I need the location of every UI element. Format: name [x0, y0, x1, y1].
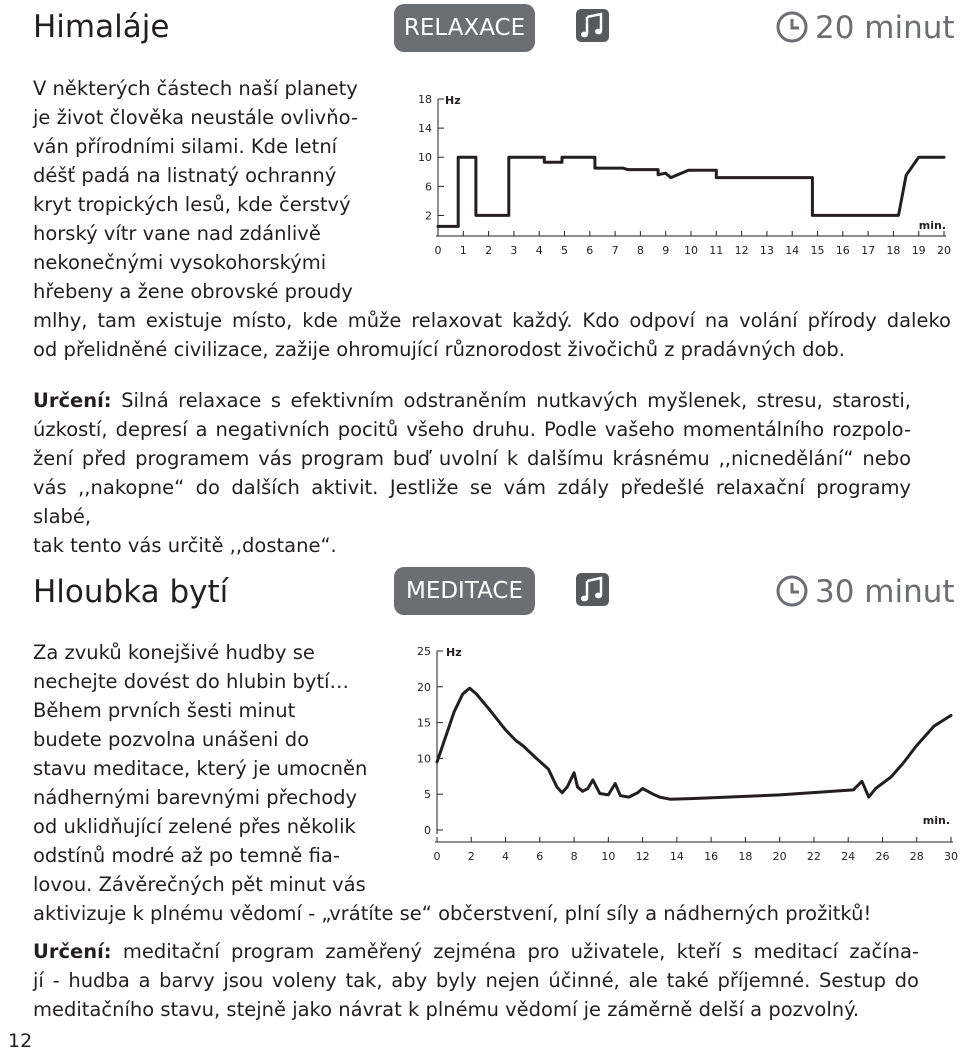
x-tick-label: 1 — [459, 244, 467, 257]
clock-icon — [776, 11, 808, 43]
y-axis-label: Hz — [446, 646, 462, 659]
duration-label: 30 minut — [815, 574, 955, 610]
text-line: je život člověka neustále ovlivňo- — [33, 106, 358, 129]
x-tick-label: 6 — [586, 244, 594, 257]
x-tick-label: 30 — [944, 850, 958, 863]
text-line: nechejte dovést do hlubin bytí… — [33, 670, 350, 693]
frequency-chart-relaxace — [400, 86, 960, 260]
x-tick-label: 19 — [911, 244, 926, 257]
text-line: kryt tropických lesů, kde čerstvý — [33, 193, 351, 216]
text-line: meditační program zaměřený zejména pro uživatele, kteří s meditací začína- — [122, 940, 919, 963]
x-tick-label: 16 — [835, 244, 850, 257]
text-line: Během prvních šesti minut — [33, 699, 296, 722]
x-tick-label: 22 — [806, 850, 821, 863]
music-note-icon — [576, 573, 609, 606]
x-tick-label: 7 — [611, 244, 619, 257]
x-tick-label: 28 — [909, 850, 924, 863]
x-tick-label: 14 — [785, 244, 800, 257]
purpose-text — [33, 386, 911, 560]
text-line: Za zvuků konejšivé hudby se — [33, 641, 315, 664]
x-tick-label: 6 — [536, 850, 544, 863]
x-tick-label: 18 — [738, 850, 753, 863]
x-tick-label: 24 — [841, 850, 856, 863]
x-tick-label: 15 — [810, 244, 825, 257]
text-line: nekonečnými vysokohorskými — [33, 251, 327, 274]
purpose-label: Určení: — [33, 940, 112, 963]
section-title-himalaje: Himaláje — [33, 9, 170, 45]
series-line — [437, 688, 951, 799]
x-tick-label: 4 — [502, 850, 510, 863]
intro-text-wide — [33, 306, 951, 364]
text-line: jí - hudba a barvy jsou voleny tak, aby byly nejen účinné, ale také příjemné. Sestup do — [33, 969, 919, 992]
x-tick-label: 4 — [535, 244, 543, 257]
y-tick-label: 25 — [417, 645, 431, 658]
x-tick-label: 20 — [937, 244, 951, 257]
x-axis-label: min. — [922, 814, 950, 827]
x-tick-label: 11 — [709, 244, 724, 257]
duration-label: 20 minut — [815, 10, 955, 46]
x-tick-label: 18 — [886, 244, 901, 257]
y-tick-label: 0 — [424, 824, 431, 837]
x-axis-label: min. — [918, 219, 946, 232]
y-tick-label: 5 — [424, 788, 431, 802]
text-line: lovou. Závěrečných pět minut vás — [33, 873, 366, 896]
x-tick-label: 9 — [662, 244, 670, 257]
intro-text-narrow — [33, 74, 393, 306]
text-line: déšť padá na listnatý ochranný — [33, 164, 337, 187]
section-title-hloubka-byti: Hloubka bytí — [33, 574, 229, 610]
y-tick-label: 14 — [418, 122, 432, 136]
y-tick-label: 18 — [418, 93, 432, 106]
y-tick-label: 2 — [425, 209, 432, 223]
text-line: od přelidněné civilizace, zažije ohromující různorodost živočichů z pradávných dob. — [33, 338, 845, 361]
x-tick-label: 12 — [635, 850, 650, 863]
x-tick-label: 14 — [669, 850, 684, 863]
category-badge-meditace: MEDITACE — [394, 567, 535, 615]
intro-text-narrow — [33, 638, 403, 899]
y-tick-label: 10 — [418, 151, 432, 165]
text-line: mlhy, tam existuje místo, kde může relaxovat každý. Kdo odpoví na volání přírody daleko — [33, 309, 951, 332]
x-tick-label: 12 — [734, 244, 749, 257]
x-tick-label: 5 — [561, 244, 568, 257]
page-number: 12 — [8, 1030, 33, 1052]
text-line: V některých částech naší planety — [33, 77, 358, 100]
x-tick-label: 26 — [875, 850, 890, 863]
y-tick-label: 10 — [417, 752, 431, 766]
y-tick-label: 20 — [417, 680, 431, 694]
text-line: aktivizuje k plnému vědomí - „vrátíte se“ občerstvení, plní síly a nádherných prožitků! — [33, 902, 872, 925]
x-tick-label: 8 — [636, 244, 644, 257]
text-line: meditačního stavu, stejně jako návrat k plnému vědomí je záměrně delší a pozvolný. — [33, 998, 860, 1021]
frequency-chart-meditace — [400, 640, 960, 866]
text-line: od uklidňující zelené přes několik — [33, 815, 356, 838]
x-tick-label: 13 — [759, 244, 774, 257]
purpose-text — [33, 937, 919, 1024]
y-tick-label: 15 — [417, 716, 431, 730]
text-line: budete pozvolna unášeni do — [33, 728, 309, 751]
x-tick-label: 10 — [601, 850, 616, 863]
text-line: žení před programem vás program buď uvolní k dalšímu krásnému ,,nicnedělání“ nebo — [33, 447, 911, 470]
x-tick-label: 0 — [433, 850, 441, 863]
y-tick-label: 6 — [425, 180, 432, 194]
x-tick-label: 20 — [772, 850, 787, 863]
y-axis-label: Hz — [445, 94, 461, 107]
x-tick-label: 17 — [861, 244, 876, 257]
series-line — [438, 157, 944, 226]
x-tick-label: 10 — [684, 244, 698, 257]
text-line: hřebeny a žene obrovské proudy — [33, 280, 353, 303]
category-badge-relaxace: RELAXACE — [394, 4, 535, 52]
music-note-icon — [576, 9, 609, 42]
text-line: vás ,,nakopne“ do dalších aktivit. Jestliže se vám zdály předešlé relaxační programy slabé, — [33, 476, 911, 528]
text-line: odstínů modré až po temně fia- — [33, 844, 340, 867]
text-line: stavu meditace, který je umocněn — [33, 757, 368, 780]
clock-icon — [776, 575, 808, 607]
x-tick-label: 8 — [570, 850, 578, 863]
purpose-label: Určení: — [33, 389, 112, 412]
text-line: Silná relaxace s efektivním odstraněním nutkavých myšlenek, stresu, starosti, — [121, 389, 911, 412]
intro-text-wide — [33, 899, 951, 928]
text-line: úzkostí, depresí a negativních pocitů všeho druhu. Podle vašeho momentálního rozpolo- — [33, 418, 911, 441]
text-line: horský vítr vane nad zdánlivě — [33, 222, 321, 245]
text-line: ván přírodními silami. Kde letní — [33, 135, 338, 158]
text-line: tak tento vás určitě ,,dostane“. — [33, 534, 337, 557]
x-tick-label: 0 — [434, 244, 442, 257]
x-tick-label: 2 — [467, 850, 475, 863]
x-tick-label: 3 — [510, 244, 518, 257]
x-tick-label: 2 — [485, 244, 493, 257]
text-line: nádhernými barevnými přechody — [33, 786, 358, 809]
x-tick-label: 16 — [704, 850, 719, 863]
